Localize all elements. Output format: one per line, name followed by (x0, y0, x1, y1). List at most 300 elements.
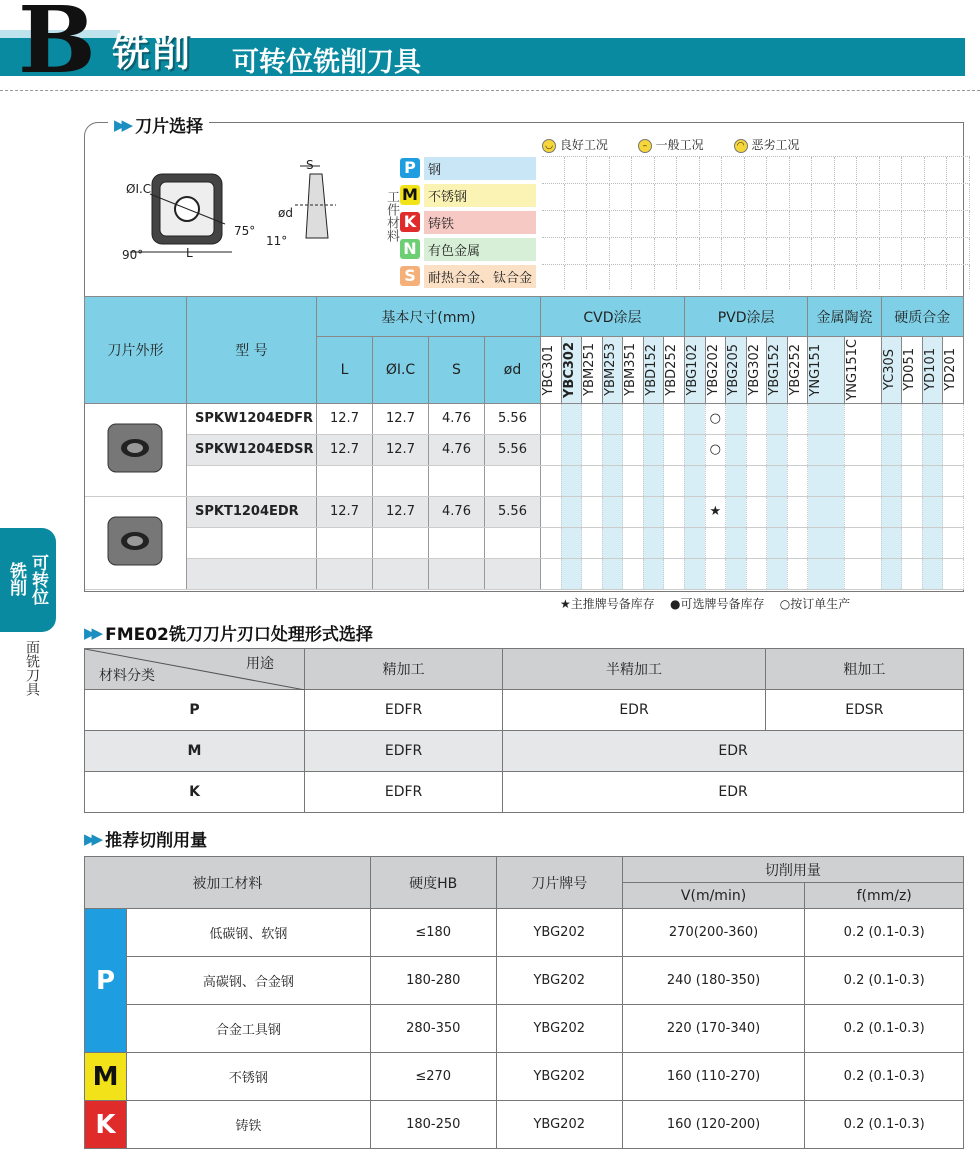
grade-cell (943, 434, 964, 465)
grade-cell (787, 403, 808, 434)
side-tab-b: 可转位 (28, 554, 48, 605)
dim-cell: 12.7 (317, 403, 373, 434)
grade-col: YBM253 (602, 337, 623, 404)
grade-cell (787, 527, 808, 558)
col-shape: 刀片外形 (85, 297, 187, 404)
grid-cell (700, 157, 723, 181)
grade-cell (582, 465, 603, 496)
edge-cell: EDFR (305, 690, 503, 731)
label-75: 75° (234, 224, 256, 238)
grid-cell (542, 184, 565, 208)
grade-cell (561, 558, 582, 589)
cut-cell: 240 (180-350) (622, 957, 805, 1005)
group-letter: M (85, 1053, 127, 1101)
grade-cell (922, 527, 943, 558)
grade-col: YBC302 (561, 337, 582, 404)
grade-cell (787, 558, 808, 589)
grade-cell (902, 558, 923, 589)
grade-cell (767, 496, 788, 527)
col-cermet: 金属陶瓷 (808, 297, 881, 337)
grade-cell (664, 527, 685, 558)
grid-cell (925, 265, 948, 289)
grid-cell (587, 157, 610, 181)
grid-cell (767, 184, 790, 208)
grade-cell (844, 434, 881, 465)
grade-cell (561, 403, 582, 434)
cut-cell: 0.2 (0.1-0.3) (805, 909, 964, 957)
label-s: S (306, 158, 314, 172)
grid-cell (565, 238, 588, 262)
grid-cell (700, 238, 723, 262)
grid-cell (655, 238, 678, 262)
grade-cell (726, 496, 747, 527)
grid-cell (677, 184, 700, 208)
edge-cell: EDR (503, 772, 964, 813)
grade-cell (541, 403, 562, 434)
grid-cell (565, 265, 588, 289)
grade-cell (643, 496, 664, 527)
grade-cell (844, 527, 881, 558)
grid-cell (925, 238, 948, 262)
dim-cell: 12.7 (373, 403, 429, 434)
grid-cell (587, 238, 610, 262)
grade-cell (767, 434, 788, 465)
grade-cell (541, 434, 562, 465)
grade-cell (844, 558, 881, 589)
grid-cell (565, 157, 588, 181)
cut-cell: 280-350 (370, 1005, 496, 1053)
grade-cell (602, 527, 623, 558)
grid-cell (587, 211, 610, 235)
grade-cell (602, 558, 623, 589)
grade-cell (705, 527, 726, 558)
table-row (85, 403, 964, 434)
grid-cell (790, 184, 813, 208)
grid-cell (677, 211, 700, 235)
grade-cell (664, 434, 685, 465)
material-row-p (400, 156, 970, 180)
insert-image (85, 496, 187, 589)
dim-cell (485, 465, 541, 496)
grid-cell (722, 184, 745, 208)
grade-cell (643, 403, 664, 434)
cut-cell: 160 (120-200) (622, 1101, 805, 1149)
grade-cell (623, 403, 644, 434)
table-row (85, 527, 964, 558)
dim-0: L (317, 337, 373, 404)
edge-h-use: 用途 (246, 656, 274, 672)
dim-cell (429, 465, 485, 496)
section-name: 铣削 (112, 31, 193, 75)
section-letter: B (18, 0, 96, 94)
cut-cell: 0.2 (0.1-0.3) (805, 1101, 964, 1149)
grade-cell (623, 527, 644, 558)
grid-cell (902, 157, 925, 181)
material-row-s (400, 264, 970, 288)
grid-cell (812, 238, 835, 262)
group-letter: P (85, 909, 127, 1053)
grid-cell (767, 265, 790, 289)
dim-cell (373, 465, 429, 496)
grade-cell (767, 465, 788, 496)
grid-cell (655, 211, 678, 235)
cut-cell: 180-250 (370, 1101, 496, 1149)
grid-cell (632, 184, 655, 208)
grade-col: YBC301 (541, 337, 562, 404)
grid-cell (790, 157, 813, 181)
dim-cell: 12.7 (317, 496, 373, 527)
grade-cell (623, 496, 644, 527)
grid-cell (947, 238, 970, 262)
grade-col: YBM351 (623, 337, 644, 404)
material-row-k (400, 210, 970, 234)
grade-cell: ○ (705, 403, 726, 434)
grade-col: YBG252 (787, 337, 808, 404)
grid-cell (925, 211, 948, 235)
dim-cell (429, 558, 485, 589)
grade-cell (943, 496, 964, 527)
grade-cell (881, 465, 902, 496)
grid-cell (857, 238, 880, 262)
material-row-n (400, 237, 970, 261)
col-carbide: 硬质合金 (881, 297, 963, 337)
grade-cell (684, 496, 705, 527)
dim-cell (485, 558, 541, 589)
model-cell: SPKW1204EDSR (187, 434, 317, 465)
grid-cell (542, 238, 565, 262)
grade-col: YBD152 (643, 337, 664, 404)
grid-cell (947, 211, 970, 235)
grade-cell (881, 527, 902, 558)
grade-cell (787, 465, 808, 496)
model-cell (187, 465, 317, 496)
col-model: 型 号 (187, 297, 317, 404)
grid-cell (880, 157, 903, 181)
grade-cell (664, 403, 685, 434)
dim-cell (373, 527, 429, 558)
grade-cell: ○ (705, 434, 726, 465)
cut-cell: 0.2 (0.1-0.3) (805, 1005, 964, 1053)
grid-cell (857, 211, 880, 235)
grade-cell (643, 465, 664, 496)
grid-cell (790, 238, 813, 262)
grade-cell (922, 403, 943, 434)
grid-cell (857, 265, 880, 289)
edge-col-rough: 粗加工 (765, 649, 963, 690)
dim-cell (373, 558, 429, 589)
grid-cell (880, 265, 903, 289)
grade-cell (881, 496, 902, 527)
cut-title (84, 826, 207, 851)
cut-h-cut: 切削用量 (622, 857, 963, 883)
grade-cell (582, 496, 603, 527)
cut-cell: 不锈钢 (127, 1053, 371, 1101)
grade-cell (844, 403, 881, 434)
grid-cell (812, 157, 835, 181)
grade-cell (808, 527, 845, 558)
grid-cell (902, 211, 925, 235)
grid-cell (632, 265, 655, 289)
grade-cell (602, 434, 623, 465)
grade-cell (767, 403, 788, 434)
grid-cell (677, 157, 700, 181)
label-90: 90° (122, 248, 144, 262)
cut-h-mat: 被加工材料 (85, 857, 371, 909)
material-letter: S (400, 266, 420, 286)
side-tab-a: 铣削 (6, 562, 26, 596)
cut-cell: 高碳钢、合金钢 (127, 957, 371, 1005)
grade-cell (684, 403, 705, 434)
grid-cell (812, 265, 835, 289)
col-cvd: CVD涂层 (541, 297, 685, 337)
grade-cell (623, 558, 644, 589)
dim-cell: 12.7 (317, 434, 373, 465)
material-name: 铸铁 (424, 211, 536, 234)
grade-cell (922, 558, 943, 589)
grade-cell (664, 496, 685, 527)
grade-col: YC30S (881, 337, 902, 404)
grid-cell (745, 211, 768, 235)
grade-cell (943, 527, 964, 558)
edge-cell: EDSR (765, 690, 963, 731)
grade-cell (746, 403, 767, 434)
cut-cell: 0.2 (0.1-0.3) (805, 957, 964, 1005)
grade-cell (726, 434, 747, 465)
grid-cell (655, 157, 678, 181)
dim-3: ød (485, 337, 541, 404)
grade-cell (844, 465, 881, 496)
grade-col: YD201 (943, 337, 964, 404)
grid-cell (880, 238, 903, 262)
table-row (85, 496, 964, 527)
grid-cell (790, 211, 813, 235)
grade-cell (541, 496, 562, 527)
grid-cell (610, 265, 633, 289)
grade-cell (726, 527, 747, 558)
grid-cell (722, 238, 745, 262)
grade-cell (541, 465, 562, 496)
cut-cell: YBG202 (496, 1053, 622, 1101)
edge-h-mat: 材料分类 (99, 668, 155, 684)
grade-cell (643, 558, 664, 589)
cut-cell: ≤180 (370, 909, 496, 957)
grade-cell (746, 558, 767, 589)
cut-cell: 220 (170-340) (622, 1005, 805, 1053)
grade-cell (746, 496, 767, 527)
grid-cell (745, 238, 768, 262)
grade-cell (787, 434, 808, 465)
label-11: 11° (266, 234, 288, 248)
grade-cell (623, 465, 644, 496)
insert-select-title (108, 112, 209, 137)
grade-cell (943, 403, 964, 434)
grid-cell (632, 211, 655, 235)
group-letter: K (85, 1101, 127, 1149)
grade-cell (561, 465, 582, 496)
grid-cell (880, 211, 903, 235)
grade-cell (684, 465, 705, 496)
grade-cell (705, 465, 726, 496)
grade-cell (881, 558, 902, 589)
edge-title-text: FME02铣刀刀片刃口处理形式选择 (105, 625, 373, 645)
grade-cell (787, 496, 808, 527)
insert-table (84, 296, 964, 590)
material-letter: M (400, 185, 420, 205)
grid-cell (835, 211, 858, 235)
label-d: ød (278, 206, 293, 220)
grade-col: YBD252 (664, 337, 685, 404)
grid-cell (700, 211, 723, 235)
grade-cell (902, 403, 923, 434)
dim-cell (317, 527, 373, 558)
grade-cell (767, 558, 788, 589)
grade-col: YNG151C (844, 337, 881, 404)
dim-cell (485, 527, 541, 558)
grade-cell (602, 465, 623, 496)
smile-icon: ◡ (542, 139, 556, 153)
label-l: L (186, 246, 193, 260)
cut-cell: 铸铁 (127, 1101, 371, 1149)
grade-cell (922, 496, 943, 527)
grid-cell (857, 184, 880, 208)
side-tab[interactable] (0, 528, 56, 632)
grade-cell (561, 434, 582, 465)
grade-cell: ★ (705, 496, 726, 527)
label-ic: ØI.C (126, 182, 152, 196)
grid-cell (655, 184, 678, 208)
dim-cell: 5.56 (485, 403, 541, 434)
material-name: 耐热合金、钛合金 (424, 265, 536, 288)
cut-h-v: V(m/min) (622, 883, 805, 909)
model-cell (187, 558, 317, 589)
grid-cell (610, 157, 633, 181)
grid-cell (565, 184, 588, 208)
table-row (85, 957, 964, 1005)
grid-cell (947, 184, 970, 208)
grade-cell (561, 527, 582, 558)
grid-cell (767, 211, 790, 235)
grid-cell (722, 265, 745, 289)
dim-cell: 4.76 (429, 496, 485, 527)
edge-title (84, 620, 373, 645)
cut-cell: YBG202 (496, 1005, 622, 1053)
grid-cell (542, 265, 565, 289)
grade-cell (746, 434, 767, 465)
grade-cell (664, 465, 685, 496)
grade-cell (541, 527, 562, 558)
grid-cell (722, 157, 745, 181)
grid-cell (925, 184, 948, 208)
cut-cell: ≤270 (370, 1053, 496, 1101)
cut-cell: 低碳钢、软钢 (127, 909, 371, 957)
table-row (85, 909, 964, 957)
grid-cell (677, 265, 700, 289)
grade-cell (561, 496, 582, 527)
grade-cell (582, 434, 603, 465)
grid-cell (745, 184, 768, 208)
grid-cell (812, 211, 835, 235)
grade-cell (664, 558, 685, 589)
grid-cell (812, 184, 835, 208)
grade-cell (922, 434, 943, 465)
table-row (85, 558, 964, 589)
grid-cell (632, 238, 655, 262)
side-subtitle: 面铣刀具 (24, 640, 40, 696)
grade-cell (808, 403, 845, 434)
grade-cell (582, 527, 603, 558)
dim-cell: 5.56 (485, 434, 541, 465)
grid-cell (587, 184, 610, 208)
grade-col: YBG302 (746, 337, 767, 404)
cut-h-f: f(mm/z) (805, 883, 964, 909)
grid-cell (947, 157, 970, 181)
grid-cell (722, 211, 745, 235)
cut-cell: YBG202 (496, 909, 622, 957)
frown-icon: ◠ (734, 139, 748, 153)
edge-cell: EDFR (305, 772, 503, 813)
grade-cell (602, 496, 623, 527)
grid-cell (902, 184, 925, 208)
grade-cell (902, 434, 923, 465)
double-arrow-icon: ▶▶ (84, 829, 100, 848)
material-row-m (400, 183, 970, 207)
grid-cell (902, 238, 925, 262)
col-pvd: PVD涂层 (684, 297, 807, 337)
grid-cell (610, 184, 633, 208)
grade-cell (643, 527, 664, 558)
grade-col: YBG205 (726, 337, 747, 404)
grid-cell (610, 238, 633, 262)
grade-cell (902, 465, 923, 496)
edge-cell: EDFR (305, 731, 503, 772)
grade-cell (541, 558, 562, 589)
dim-cell (429, 527, 485, 558)
grade-cell (684, 558, 705, 589)
table-row (85, 465, 964, 496)
edge-row-p: P (85, 690, 305, 731)
grid-cell (790, 265, 813, 289)
page-title: 可转位铣削刀具 (232, 47, 421, 78)
grade-cell (582, 558, 603, 589)
grid-cell (700, 265, 723, 289)
grade-cell (623, 434, 644, 465)
legend-bad: 恶劣工况 (751, 138, 800, 152)
grade-cell (943, 558, 964, 589)
cut-cell: 0.2 (0.1-0.3) (805, 1053, 964, 1101)
grid-cell (632, 157, 655, 181)
grade-cell (726, 403, 747, 434)
grade-cell (881, 434, 902, 465)
grade-col: YD051 (902, 337, 923, 404)
dim-cell: 4.76 (429, 434, 485, 465)
grid-cell (565, 211, 588, 235)
grid-cell (880, 184, 903, 208)
dim-cell: 12.7 (373, 434, 429, 465)
grade-note: ★主推牌号备库存 ●可选牌号备库存 ○按订单生产 (560, 597, 851, 611)
dim-1: ØI.C (373, 337, 429, 404)
dim-cell (317, 558, 373, 589)
grade-cell (684, 527, 705, 558)
grade-cell (808, 496, 845, 527)
grid-cell (857, 157, 880, 181)
edge-cell: EDR (503, 690, 766, 731)
grade-cell (844, 496, 881, 527)
grid-cell (542, 157, 565, 181)
grade-col: YBG152 (767, 337, 788, 404)
dim-cell: 4.76 (429, 403, 485, 434)
grade-cell (943, 465, 964, 496)
dim-cell: 5.56 (485, 496, 541, 527)
